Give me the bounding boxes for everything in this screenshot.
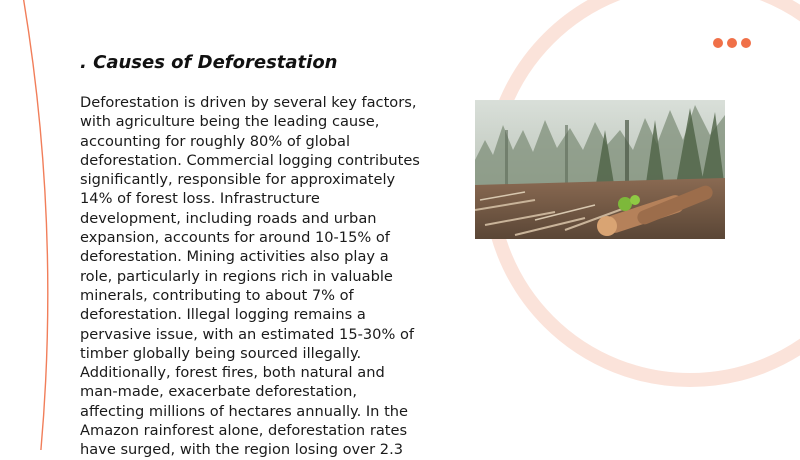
- left-thin-arc: [22, 0, 48, 450]
- slide-body-text: Deforestation is driven by several key factors, with agriculture being the leading cause, accounting for roughly 80% of global deforestation. Commercial logging contributes significantly, responsible for approximately 14% of forest loss. Infrastructure development, including roads and urban expansion, accounts for around 10-15% of deforestation. Mining activities also play a role, particularly in regions rich in valuable minerals, contributing to about 7% of deforestation. Illegal logging remains a pervasive issue, with an estimated 15-30% of timber globally being sourced illegally. Additionally, forest fires, both natural and man-made, exacerbate deforestation, affecting millions of hectares annually. In the Amazon rainforest alone, deforestation rates have surged, with the region losing over 2.3: [80, 94, 420, 459]
- logged-forest-photo: [475, 100, 725, 239]
- slide-title: . Causes of Deforestation: [80, 52, 338, 73]
- more-dots-icon: [713, 38, 751, 48]
- dot-3: [741, 38, 751, 48]
- dot-2: [727, 38, 737, 48]
- dot-1: [713, 38, 723, 48]
